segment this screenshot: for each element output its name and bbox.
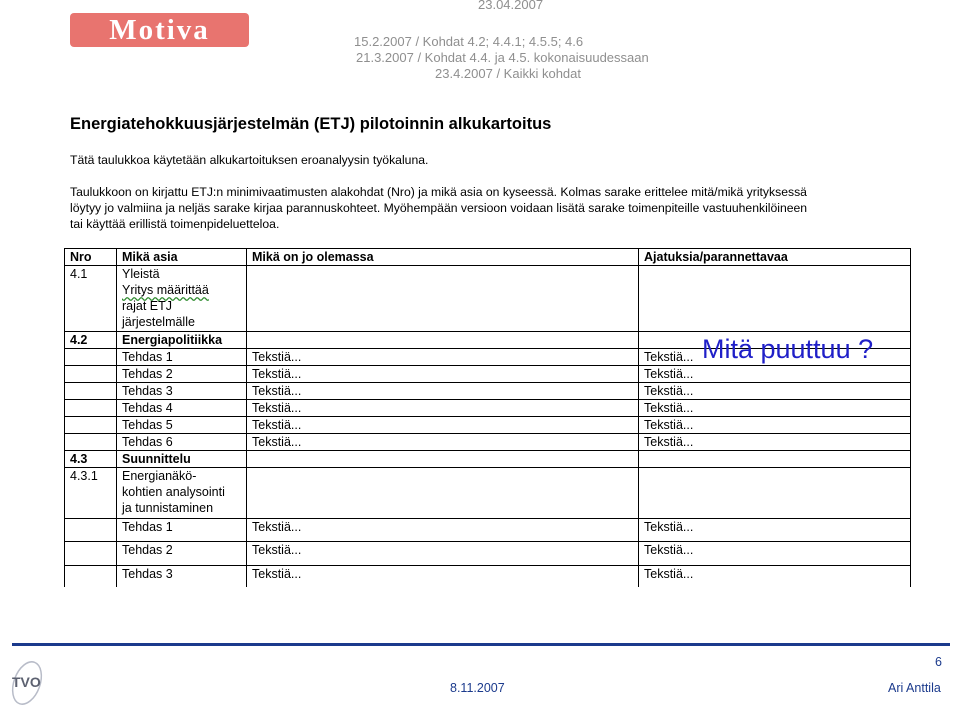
revision-date: 23.04.2007 [478,0,544,12]
revision-line-1: 15.2.2007 / Kohdat 4.2; 4.4.1; 4.5.5; 4.6 [354,34,584,49]
tvo-logo-icon [6,651,52,709]
cell-asia: Suunnittelu [117,451,247,468]
description-line-3: tai käyttää erillistä toimenpideluetteloa. [70,217,280,231]
motiva-logo-text: Motiva [109,14,210,46]
header-existing: Mikä on jo olemassa [247,249,639,266]
cell-ideas[interactable] [639,266,911,332]
cell-nro [65,417,117,434]
header-nro: Nro [65,249,117,266]
cell-line [122,282,241,298]
table-row [65,519,911,542]
description-line-1: Taulukkoon on kirjattu ETJ:n minimivaatimusten alakohdat (Nro) ja mikä asia on kyseessä. Kolmas sarake erittelee mitä/mikä yrityksessä [70,185,807,199]
cell-ideas[interactable]: Tekstiä... [639,566,911,587]
document-title: Energiatehokkuusjärjestelmän (ETJ) pilotoinnin alkukartoitus [70,115,552,133]
table-row [65,434,911,451]
footer-divider [12,643,950,646]
cell-asia: Tehdas 1 [117,519,247,542]
table-row [65,400,911,417]
etj-assessment-table [64,248,911,587]
table-row [65,451,911,468]
table-row [65,542,911,566]
cell-nro [65,542,117,566]
cell-existing[interactable]: Tekstiä... [247,542,639,566]
cell-existing[interactable]: Tekstiä... [247,417,639,434]
missing-items-annotation: Mitä puuttuu ? [702,334,874,364]
cell-existing[interactable]: Tekstiä... [247,349,639,366]
cell-ideas[interactable]: Tekstiä... [639,349,911,366]
cell-nro [65,400,117,417]
cell-existing[interactable]: Tekstiä... [247,400,639,417]
intro-paragraph: Tätä taulukkoa käytetään alkukartoituksen eroanalyysin työkaluna. [70,153,429,167]
cell-ideas[interactable]: Tekstiä... [639,400,911,417]
cell-nro: 4.3 [65,451,117,468]
cell-nro: 4.1 [65,266,117,332]
description-line-2: löytyy jo valmiina ja neljäs sarake kirjaa parannuskohteet. Myöhempään versioon voidaan lisätä sarake toimenpiteille vastuuhenkilöineen [70,201,808,215]
cell-nro [65,383,117,400]
tvo-logo-text: TVO [12,674,41,690]
cell-line: Yleistä [122,267,160,281]
cell-nro [65,519,117,542]
table-row [65,566,911,587]
cell-asia: Tehdas 3 [117,383,247,400]
table-row [65,417,911,434]
cell-existing[interactable] [247,266,639,332]
cell-ideas[interactable]: Tekstiä... [639,366,911,383]
cell-nro [65,434,117,451]
cell-existing[interactable]: Tekstiä... [247,519,639,542]
cell-line: kohtien analysointi [122,485,225,499]
cell-ideas[interactable] [639,451,911,468]
table-row [65,383,911,400]
cell-asia: Tehdas 4 [117,400,247,417]
page-number: 6 [935,655,942,669]
cell-ideas[interactable]: Tekstiä... [639,417,911,434]
cell-asia: Tehdas 6 [117,434,247,451]
cell-ideas[interactable]: Tekstiä... [639,434,911,451]
cell-asia: Tehdas 1 [117,349,247,366]
footer-date: 8.11.2007 [450,681,505,695]
footer-author: Ari Anttila [888,681,941,695]
cell-asia: Tehdas 5 [117,417,247,434]
cell-ideas[interactable] [639,468,911,519]
cell-existing[interactable] [247,332,639,349]
cell-asia [117,468,247,519]
cell-nro: 4.2 [65,332,117,349]
revision-line-3: 23.4.2007 / Kaikki kohdat [435,66,581,81]
cell-ideas[interactable]: Tekstiä... [639,519,911,542]
cell-existing[interactable] [247,468,639,519]
cell-nro [65,566,117,587]
cell-nro: 4.3.1 [65,468,117,519]
cell-existing[interactable]: Tekstiä... [247,434,639,451]
cell-nro [65,366,117,383]
motiva-logo [70,13,249,47]
cell-asia: Tehdas 3 [117,566,247,587]
cell-ideas[interactable]: Tekstiä... [639,383,911,400]
cell-line: Energianäkö- [122,469,197,483]
cell-existing[interactable] [247,451,639,468]
header-ideas: Ajatuksia/parannettavaa [639,249,911,266]
cell-line-text: Yritys määrittää [122,283,209,297]
table-row [65,366,911,383]
revision-line-2: 21.3.2007 / Kohdat 4.4. ja 4.5. kokonaisuudessaan [356,50,649,65]
cell-nro [65,349,117,366]
cell-existing[interactable]: Tekstiä... [247,383,639,400]
header-asia: Mikä asia [117,249,247,266]
cell-ideas[interactable]: Tekstiä... [639,542,911,566]
cell-line: ja tunnistaminen [122,501,214,515]
cell-asia: Tehdas 2 [117,542,247,566]
cell-existing[interactable]: Tekstiä... [247,566,639,587]
table-row [65,468,911,519]
table-row [65,266,911,332]
cell-line: rajat ETJ [122,299,173,313]
cell-asia [117,266,247,332]
cell-existing[interactable]: Tekstiä... [247,366,639,383]
cell-asia: Tehdas 2 [117,366,247,383]
table-header-row [65,249,911,266]
cell-asia: Energiapolitiikka [117,332,247,349]
cell-line: järjestelmälle [122,315,195,329]
